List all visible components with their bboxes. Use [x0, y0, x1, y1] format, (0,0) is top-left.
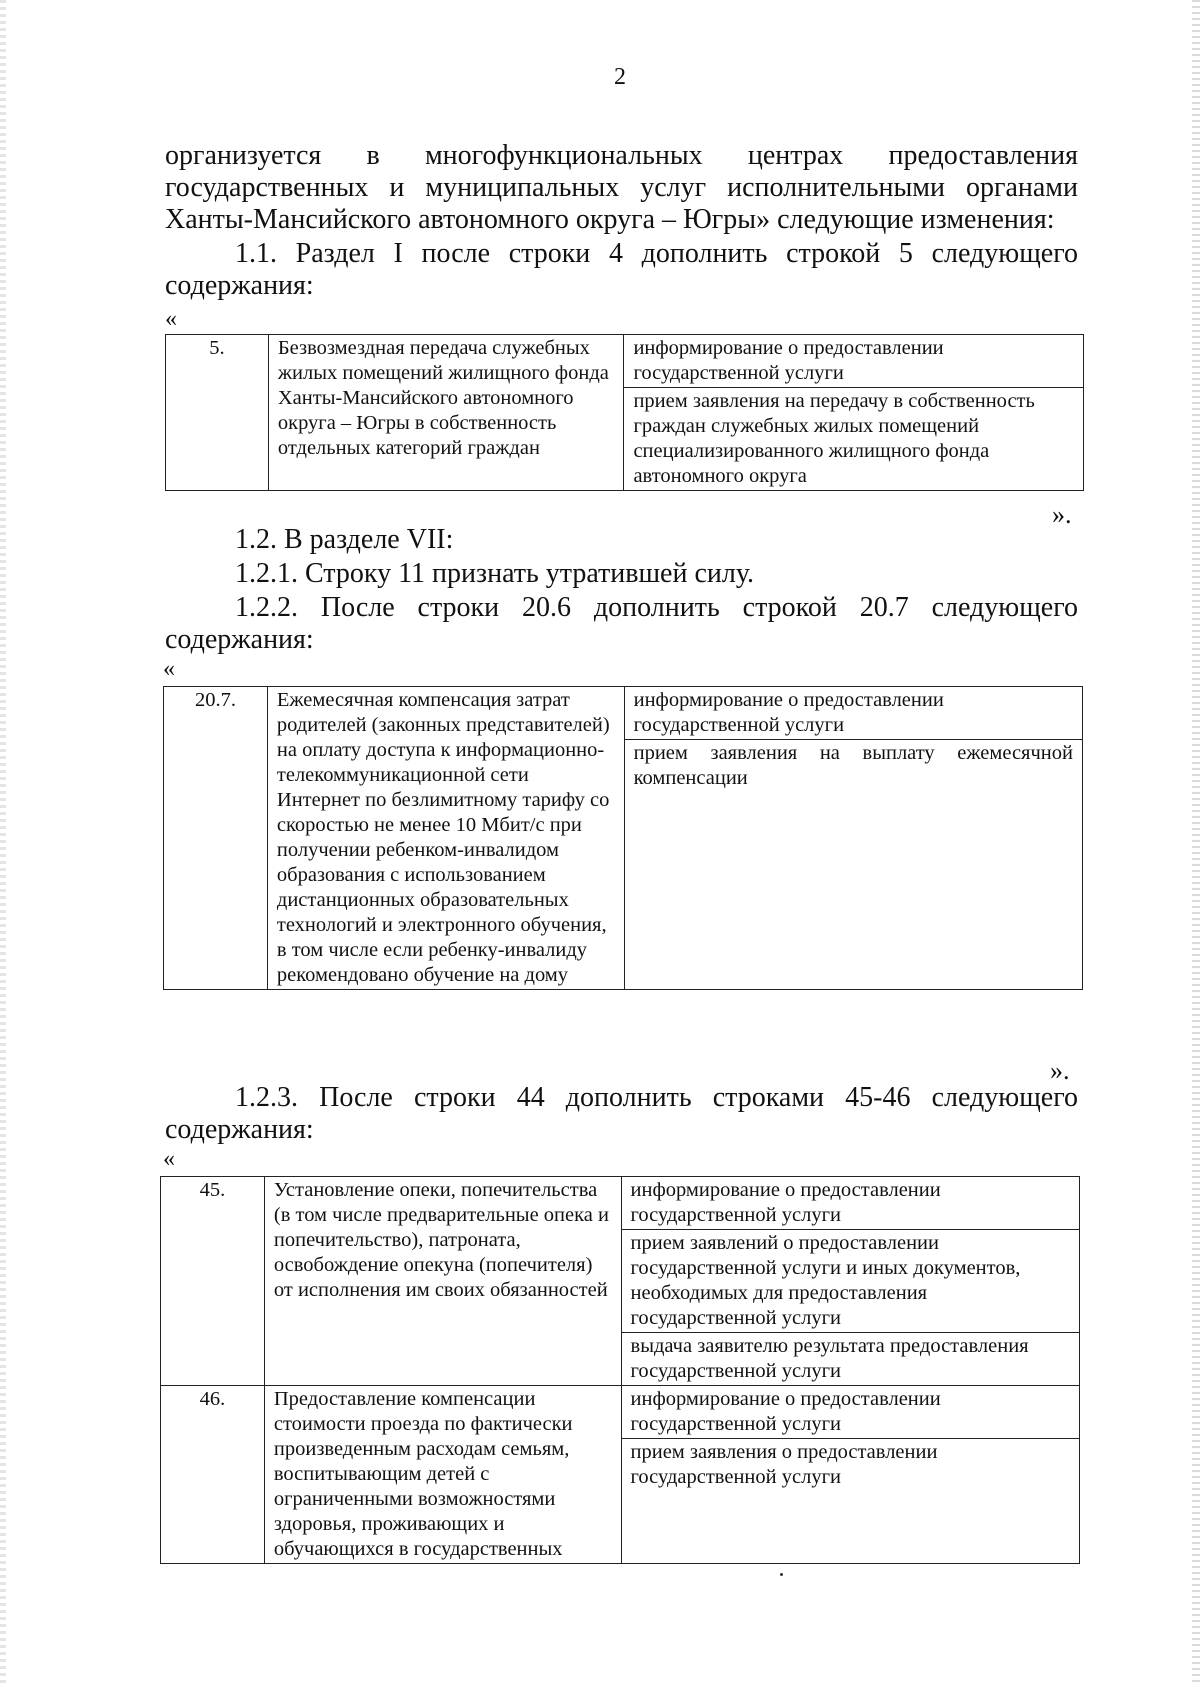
row-number: 5.	[166, 335, 269, 491]
service-action: информирование о предоставлении государственной услуги	[624, 335, 1083, 388]
table-row	[161, 1177, 1080, 1386]
scan-speck	[780, 1573, 783, 1576]
scan-edge-left	[0, 0, 6, 1686]
intro-paragraph: организуется в многофункциональных центрах предоставления государственных и муниципальных услуг исполнительными органами Ханты-Мансийского автономного округа – Югры» следующие изменения:	[165, 140, 1078, 235]
row-number: 46.	[161, 1386, 265, 1564]
service-action: прием заявлений о предоставлении государственной услуги и иных документов, необходимых для предоставления государственной услуги	[622, 1230, 1079, 1333]
quote-close: ».	[1052, 500, 1072, 529]
service-actions	[621, 1177, 1079, 1386]
row-number: 20.7.	[164, 687, 268, 990]
service-name: Предоставление компенсации стоимости проезда по фактически произведенным расходам семьям, воспитывающим детей с ограниченными возможностями здоровья, проживающих и обучающихся в государственных	[264, 1386, 621, 1564]
service-name: Установление опеки, попечительства (в том числе предварительные опека и попечительство), патроната, освобождение опекуна (попечителя) от исполнения им своих обязанностей	[264, 1177, 621, 1386]
service-action: информирование о предоставлении государственной услуги	[622, 1386, 1079, 1439]
quote-open: «	[163, 656, 175, 682]
item-1-2-1: 1.2.1. Строку 11 признать утратившей силу.	[235, 558, 755, 589]
quote-close: ».	[1050, 1056, 1070, 1085]
quote-open: «	[165, 306, 177, 332]
table-row	[164, 687, 1083, 990]
item-1-2-2: 1.2.2. После строки 20.6 дополнить строкой 20.7 следующего содержания:	[165, 592, 1078, 655]
page-number: 2	[614, 64, 626, 90]
item-1-1: 1.1. Раздел I после строки 4 дополнить строкой 5 следующего содержания:	[165, 238, 1078, 301]
service-action: выдача заявителю результата предоставления государственной услуги	[630, 1335, 1029, 1382]
table-section-2	[163, 686, 1083, 990]
item-1-2-3: 1.2.3. После строки 44 дополнить строками 45-46 следующего содержания:	[165, 1082, 1078, 1145]
service-actions	[624, 687, 1082, 990]
item-1-2: 1.2. В разделе VII:	[235, 524, 454, 555]
table-row	[161, 1386, 1080, 1564]
quote-open: «	[163, 1146, 175, 1172]
scan-edge-right	[1192, 0, 1200, 1686]
service-action: прием заявления о предоставлении государственной услуги	[630, 1441, 938, 1488]
service-actions	[624, 335, 1084, 491]
table-section-3	[160, 1176, 1080, 1564]
service-name: Ежемесячная компенсация затрат родителей (законных представителей) на оплату доступа к информационно-телекоммуникационной сети Интернет по безлимитному тарифу со скоростью не менее 10 Мбит/с при получении ребенком-инвалидом образования с использованием дистанционных образовательных технологий и электронного обучения, в том числе если ребенку-инвалиду рекомендовано обучение на дому	[267, 687, 624, 990]
service-action: прием заявления на передачу в собственность граждан служебных жилых помещений специализированного жилищного фонда автономного округа	[633, 390, 1035, 487]
service-action: прием заявления на выплату ежемесячной компенсации	[633, 742, 1073, 789]
row-number: 45.	[161, 1177, 265, 1386]
service-action: информирование о предоставлении государственной услуги	[622, 1177, 1079, 1230]
service-action: информирование о предоставлении государственной услуги	[625, 687, 1082, 740]
service-name: Безвозмездная передача служебных жилых помещений жилищного фонда Ханты-Мансийского автономного округа – Югры в собственность отдельных категорий граждан	[268, 335, 624, 491]
table-row	[166, 335, 1084, 491]
table-section-1	[165, 334, 1084, 491]
service-actions	[621, 1386, 1079, 1564]
